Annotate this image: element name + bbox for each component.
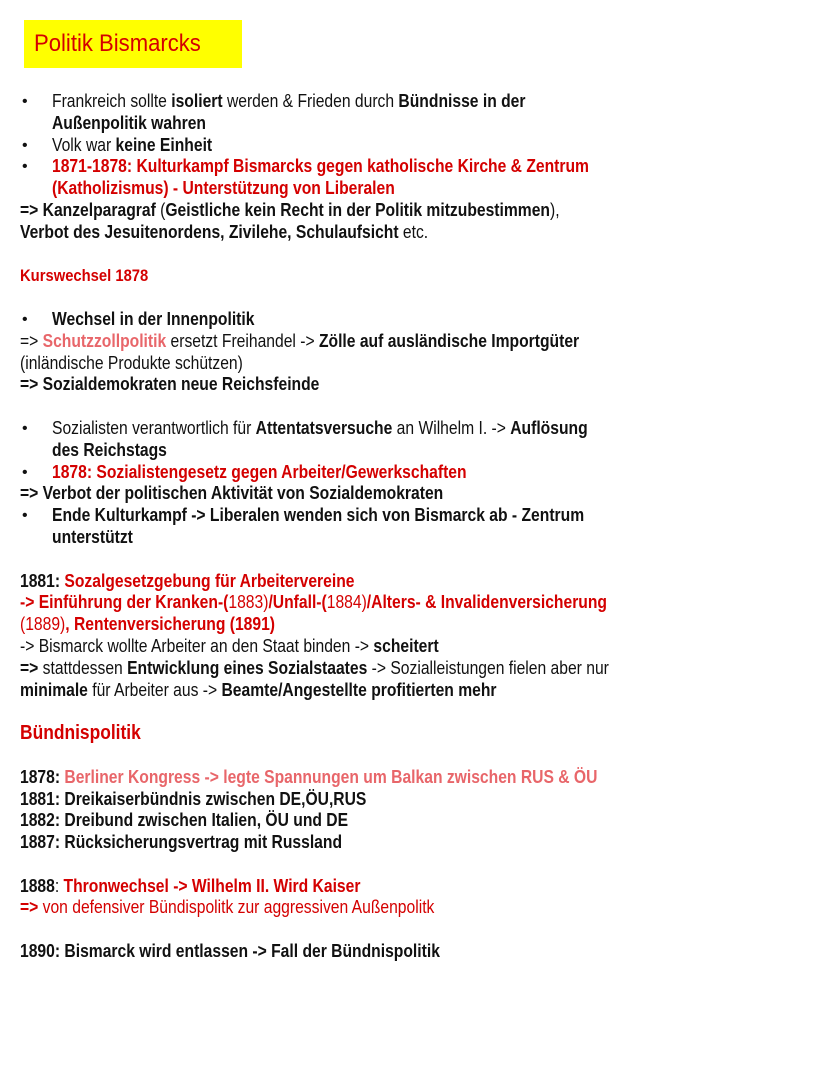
text-line bbox=[20, 113, 820, 135]
text-segment: Volk war bbox=[52, 134, 116, 155]
text-segment: isoliert bbox=[171, 91, 223, 111]
line-content bbox=[20, 723, 141, 745]
text-segment: Rentenversicherung (1891) bbox=[73, 614, 276, 635]
text-segment: minimale bbox=[20, 679, 88, 700]
text-line bbox=[20, 614, 820, 636]
text-line bbox=[20, 135, 820, 157]
line-content bbox=[20, 876, 360, 898]
title-highlight-box bbox=[24, 20, 242, 68]
line-content bbox=[20, 810, 348, 832]
line-content bbox=[20, 832, 342, 854]
text-segment: Zölle auf ausländische Importgüter bbox=[318, 330, 580, 351]
text-segment: 1887: Rücksicherungsvertrag mit Russland bbox=[20, 832, 343, 853]
line-content bbox=[20, 353, 243, 375]
text-segment: 1871-1878: Kulturkampf Bismarcks gegen katholische Kirche & Zentrum bbox=[52, 156, 589, 177]
line-content bbox=[52, 135, 212, 157]
text-segment: Beamte/Angestellte profitierten mehr bbox=[221, 679, 497, 700]
text-segment: ersetzt Freihandel -> bbox=[166, 330, 319, 351]
text-line bbox=[20, 178, 820, 200]
text-segment: Verbot des Jesuitenordens, Zivilehe, Schulaufsicht bbox=[20, 221, 399, 242]
document-title: Politik Bismarcks bbox=[34, 30, 201, 57]
text-line bbox=[20, 832, 820, 854]
text-line bbox=[20, 200, 820, 222]
line-content bbox=[52, 527, 133, 549]
text-line bbox=[20, 505, 820, 527]
blank-line bbox=[20, 244, 820, 266]
text-segment: Geistliche kein Recht in der Politik mitzubestimmen bbox=[165, 199, 550, 220]
text-line bbox=[20, 680, 820, 702]
text-segment: ( bbox=[155, 199, 166, 220]
text-line bbox=[20, 483, 820, 505]
text-segment: , bbox=[65, 614, 74, 635]
text-line bbox=[20, 440, 820, 462]
blank-line bbox=[20, 701, 820, 723]
document-body bbox=[20, 91, 820, 963]
text-line bbox=[20, 658, 820, 680]
text-line bbox=[20, 462, 820, 484]
text-segment: Außenpolitik wahren bbox=[52, 112, 207, 133]
blank-line bbox=[20, 854, 820, 876]
blank-line bbox=[20, 919, 820, 941]
text-line bbox=[20, 527, 820, 549]
text-segment: Entwicklung eines Sozialstaates bbox=[127, 657, 368, 678]
text-line bbox=[20, 91, 820, 113]
line-content bbox=[20, 941, 440, 963]
text-segment: -> Einführung der Kranken-( bbox=[20, 592, 229, 613]
bullet-icon: • bbox=[22, 310, 28, 328]
text-line bbox=[20, 876, 820, 898]
text-segment: Thronwechsel -> Wilhelm II. Wird Kaiser bbox=[63, 875, 361, 896]
text-line bbox=[20, 789, 820, 811]
text-segment: werden & Frieden durch bbox=[222, 91, 399, 111]
bullet-icon: • bbox=[22, 158, 28, 176]
line-content bbox=[20, 636, 439, 658]
line-content bbox=[20, 789, 366, 811]
text-segment: für Arbeiter aus -> bbox=[87, 679, 222, 700]
text-line bbox=[20, 374, 820, 396]
line-content bbox=[52, 91, 525, 113]
text-segment: : bbox=[54, 875, 64, 896]
text-segment: (1889) bbox=[20, 614, 66, 635]
text-segment: (inländische Produkte schützen) bbox=[20, 352, 243, 373]
line-content bbox=[20, 680, 496, 702]
text-segment: ), bbox=[549, 199, 560, 220]
text-segment: Bündnisse in der bbox=[398, 91, 526, 111]
line-content bbox=[52, 156, 589, 178]
text-segment: Bündnispolitik bbox=[20, 722, 141, 745]
text-segment: an Wilhelm I. -> bbox=[392, 417, 511, 438]
line-content bbox=[52, 178, 395, 200]
line-content bbox=[20, 331, 579, 353]
text-segment: => bbox=[20, 897, 39, 918]
text-line bbox=[20, 636, 820, 658]
text-segment: von defensiver Bündispolitk zur aggressiven Außenpolitk bbox=[38, 897, 435, 918]
text-line bbox=[20, 897, 820, 919]
bullet-icon: • bbox=[22, 419, 28, 437]
text-segment: Auflösung bbox=[510, 417, 588, 438]
text-segment: unterstützt bbox=[52, 526, 133, 547]
text-segment: 1881: Dreikaiserbündnis zwischen DE,ÖU,RUS bbox=[20, 788, 367, 809]
text-line bbox=[20, 810, 820, 832]
text-segment: => bbox=[20, 330, 43, 351]
line-content bbox=[52, 505, 584, 527]
section-heading bbox=[20, 723, 820, 745]
text-line bbox=[20, 592, 820, 614]
line-content bbox=[20, 374, 319, 396]
blank-line bbox=[20, 287, 820, 309]
text-segment: /Alters- & Invalidenversicherung bbox=[366, 592, 607, 613]
line-content bbox=[20, 658, 609, 680]
line-content bbox=[52, 113, 206, 135]
text-segment: Kurswechsel 1878 bbox=[20, 266, 149, 286]
bullet-icon: • bbox=[22, 93, 28, 110]
text-line bbox=[20, 418, 820, 440]
bullet-icon: • bbox=[22, 136, 28, 154]
section-heading bbox=[20, 265, 820, 287]
text-segment: Attentatsversuche bbox=[255, 417, 393, 438]
text-segment: 1878: bbox=[20, 766, 65, 787]
text-segment: => bbox=[20, 657, 39, 678]
text-line bbox=[20, 353, 820, 375]
line-content bbox=[52, 462, 467, 484]
blank-line bbox=[20, 745, 820, 767]
text-line bbox=[20, 571, 820, 593]
line-content bbox=[20, 592, 607, 614]
line-content bbox=[52, 309, 254, 331]
blank-line bbox=[20, 549, 820, 571]
text-segment: 1890: Bismarck wird entlassen -> Fall der Bündnispolitik bbox=[20, 941, 440, 962]
text-line bbox=[20, 941, 820, 963]
text-segment: 1881: bbox=[20, 570, 65, 591]
text-line bbox=[20, 156, 820, 178]
text-segment: 1884) bbox=[326, 592, 367, 613]
text-segment: des Reichstags bbox=[52, 439, 167, 460]
line-content bbox=[52, 418, 588, 440]
bullet-icon: • bbox=[22, 463, 28, 481]
text-segment: stattdessen bbox=[38, 657, 128, 678]
text-segment: 1878: Sozialistengesetz gegen Arbeiter/Gewerkschaften bbox=[52, 461, 467, 482]
text-segment: (Katholizismus) - Unterstützung von Liberalen bbox=[52, 178, 395, 199]
text-segment: Schutzzollpolitik bbox=[42, 330, 167, 351]
text-segment: => Kanzelparagraf bbox=[20, 199, 156, 220]
text-segment: Ende Kulturkampf -> Liberalen wenden sich von Bismarck ab - Zentrum bbox=[52, 505, 585, 526]
line-content bbox=[20, 571, 354, 593]
text-segment: Berliner Kongress -> legte Spannungen um Balkan zwischen RUS & ÖU bbox=[64, 766, 598, 787]
line-content bbox=[52, 440, 167, 462]
text-segment: -> Sozialleistungen fielen aber nur bbox=[367, 657, 609, 678]
text-segment: Sozalgesetzgebung für Arbeitervereine bbox=[64, 570, 355, 591]
line-content bbox=[20, 767, 597, 789]
text-segment: keine Einheit bbox=[115, 134, 213, 155]
text-segment: scheitert bbox=[373, 635, 439, 656]
bullet-icon: • bbox=[22, 507, 28, 525]
line-content bbox=[20, 483, 443, 505]
text-segment: 1883) bbox=[228, 592, 269, 613]
text-segment: Frankreich sollte bbox=[52, 91, 172, 111]
text-segment: 1882: Dreibund zwischen Italien, ÖU und DE bbox=[20, 810, 349, 831]
text-segment: Sozialisten verantwortlich für bbox=[52, 417, 256, 438]
text-segment: -> Bismarck wollte Arbeiter an den Staat binden -> bbox=[20, 635, 374, 656]
blank-line bbox=[20, 396, 820, 418]
line-content bbox=[20, 200, 560, 222]
line-content bbox=[20, 222, 428, 244]
text-segment: 1888 bbox=[20, 875, 55, 896]
text-line bbox=[20, 331, 820, 353]
text-segment: Wechsel in der Innenpolitik bbox=[52, 308, 255, 329]
text-line bbox=[20, 222, 820, 244]
line-content bbox=[20, 614, 275, 636]
line-content bbox=[20, 265, 148, 287]
text-segment: => Sozialdemokraten neue Reichsfeinde bbox=[20, 374, 320, 395]
text-line bbox=[20, 767, 820, 789]
text-segment: etc. bbox=[398, 221, 429, 242]
text-segment: => Verbot der politischen Aktivität von Sozialdemokraten bbox=[20, 483, 444, 504]
line-content bbox=[20, 897, 434, 919]
text-segment: /Unfall-( bbox=[268, 592, 327, 613]
text-line bbox=[20, 309, 820, 331]
